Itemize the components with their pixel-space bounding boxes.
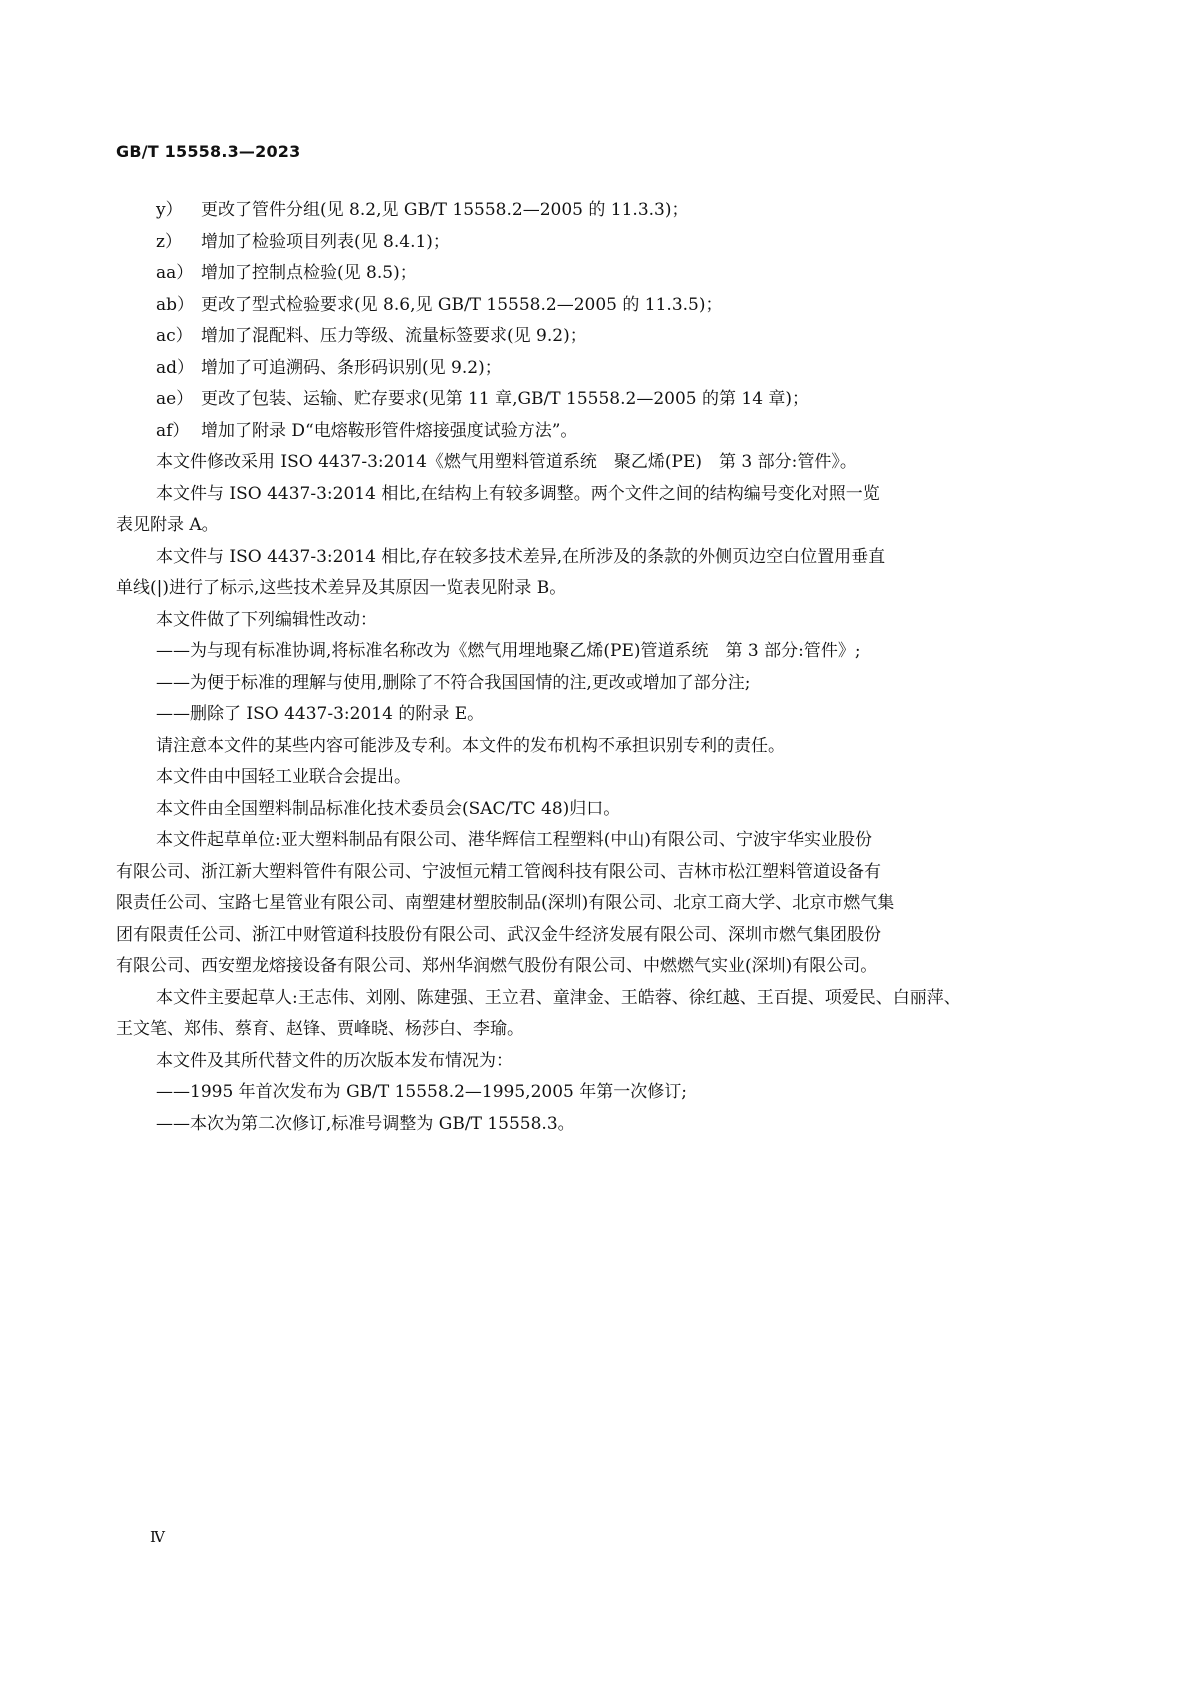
editorial-item: ——删除了 ISO 4437-3:2014 的附录 E。 [156,704,485,724]
list-text: 增加了控制点检验(见 8.5)； [201,263,417,283]
list-item [116,353,1070,385]
list-text: 更改了型式检验要求(见 8.6,见 GB/T 15558.2—2005 的 11.3.5)； [201,294,723,315]
list-text: 增加了附录 D“电熔鞍形管件熔接强度试验方法”。 [201,420,578,441]
list-item [116,416,1070,448]
document-id: GB/T 15558.3—2023 [116,142,301,161]
editorial-item: ——为与现有标准协调,将标准名称改为《燃气用埋地聚乙烯(PE)管道系统 第 3 部分:管件》; [156,641,861,661]
drafting-units-line-3: 限责任公司、宝路七星管业有限公司、南塑建材塑胶制品(深圳)有限公司、北京工商大学、北京市燃气集 [116,893,895,913]
patent-notice: 请注意本文件的某些内容可能涉及专利。本文件的发布机构不承担识别专利的责任。 [156,735,785,756]
list-text: 增加了检验项目列表(见 8.4.1)； [201,231,450,252]
structure-paragraph-line-1: 本文件与 ISO 4437-3:2014 相比,在结构上有较多调整。两个文件之间的结构编号变化对照一览 [156,483,880,504]
list-item [116,290,1070,322]
list-item [116,258,1070,290]
version-history-intro: 本文件及其所代替文件的历次版本发布情况为： [156,1050,513,1071]
document-body [116,195,1070,1140]
list-item [116,384,1070,416]
list-marker: ab） [156,294,195,315]
main-drafters-line-1: 本文件主要起草人:王志伟、刘刚、陈建强、王立君、童津金、王皓蓉、徐红越、王百提、项爱民、白丽萍、 [156,987,961,1008]
list-item [116,321,1070,353]
drafting-units-line-4: 团有限责任公司、浙江中财管道科技股份有限公司、武汉金牛经济发展有限公司、深圳市燃气集团股份 [116,924,881,945]
list-marker: z） [156,231,182,252]
list-text: 更改了包装、运输、贮存要求(见第 11 章,GB/T 15558.2—2005 的第 14 章)； [201,389,810,409]
list-text: 更改了管件分组(见 8.2,见 GB/T 15558.2—2005 的 11.3.3)； [201,200,689,220]
tech-differences-line-1: 本文件与 ISO 4437-3:2014 相比,存在较多技术差异,在所涉及的条款的外侧页边空白位置用垂直 [156,546,886,567]
list-item [116,227,1070,259]
change-list [116,195,1070,447]
proposer-statement: 本文件由中国轻工业联合会提出。 [156,767,411,787]
drafting-units-line-5: 有限公司、西安塑龙熔接设备有限公司、郑州华润燃气股份有限公司、中燃燃气实业(深圳)有限公司。 [116,956,878,976]
committee-statement: 本文件由全国塑料制品标准化技术委员会(SAC/TC 48)归口。 [156,798,621,819]
version-history-item: ——1995 年首次发布为 GB/T 15558.2—1995,2005 年第一次修订; [156,1082,687,1102]
list-item [116,195,1070,227]
adoption-paragraph: 本文件修改采用 ISO 4437-3:2014《燃气用塑料管道系统 聚乙烯(PE) 第 3 部分:管件》。 [156,452,857,472]
list-marker: aa） [156,263,194,283]
version-history-item: ——本次为第二次修订,标准号调整为 GB/T 15558.3。 [156,1113,575,1134]
main-drafters-line-2: 王文笔、郑伟、蔡育、赵锋、贾峰晓、杨莎白、李瑜。 [116,1019,524,1039]
list-text: 增加了可追溯码、条形码识别(见 9.2)； [201,357,502,378]
list-marker: ac） [156,326,193,346]
list-marker: af） [156,420,190,441]
drafting-units-line-2: 有限公司、浙江新大塑料管件有限公司、宁波恒元精工管阀科技有限公司、吉林市松江塑料管道设备有 [116,861,881,882]
list-marker: ae） [156,389,194,409]
list-marker: y） [156,200,183,220]
editorial-intro: 本文件做了下列编辑性改动： [156,609,377,630]
tech-differences-line-2: 单线(|)进行了标示,这些技术差异及其原因一览表见附录 B。 [116,578,567,598]
list-marker: ad） [156,357,195,378]
editorial-item: ——为便于标准的理解与使用,删除了不符合我国国情的注,更改或增加了部分注; [156,672,751,693]
structure-paragraph-line-2: 表见附录 A。 [116,515,219,535]
page-number: Ⅳ [150,1528,165,1546]
list-text: 增加了混配料、压力等级、流量标签要求(见 9.2)； [201,326,587,346]
drafting-units-line-1: 本文件起草单位:亚大塑料制品有限公司、港华辉信工程塑料(中山)有限公司、宁波宇华实业股份 [156,830,872,850]
